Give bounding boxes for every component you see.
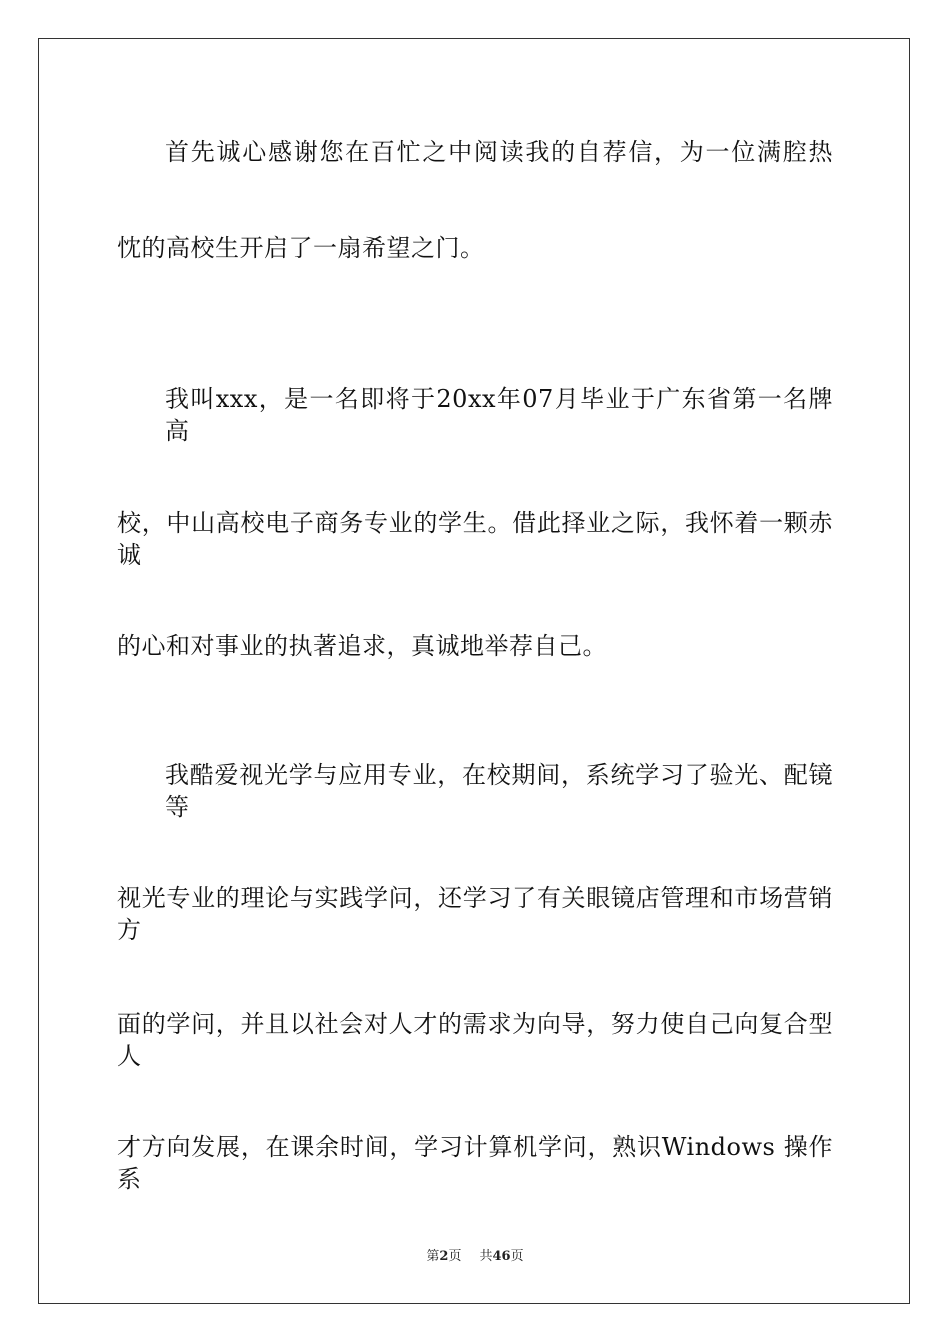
footer-page-prefix: 第 — [426, 1249, 440, 1264]
footer-total-suffix: 页 — [510, 1249, 524, 1264]
paragraph-3-line-1: 我酷爱视光学与应用专业，在校期间，系统学习了验光、配镜等 — [165, 761, 833, 821]
paragraph-3-line-3: 面的学问，并且以社会对人才的需求为向导，努力使自己向复合型人 — [117, 1010, 833, 1070]
paragraph-2-line-2: 校，中山高校电子商务专业的学生。借此择业之际，我怀着一颗赤诚 — [117, 509, 833, 569]
footer-page-number: 2 — [439, 1249, 449, 1264]
paragraph-3-line-4: 才方向发展，在课余时间，学习计算机学问，熟识Windows 操作系 — [117, 1133, 833, 1193]
paragraph-2-line-1: 我叫xxx，是一名即将于20xx年07月毕业于广东省第一名牌高 — [165, 385, 833, 445]
page-border — [38, 38, 910, 1304]
footer-total-pages: 46 — [492, 1249, 511, 1264]
paragraph-2-line-3: 的心和对事业的执著追求，真诚地举荐自己。 — [117, 632, 607, 660]
page-footer — [0, 1248, 950, 1266]
footer-total-prefix: 共 — [479, 1249, 493, 1264]
paragraph-1-line-2: 忱的高校生开启了一扇希望之门。 — [117, 234, 485, 262]
footer-page-suffix: 页 — [448, 1249, 462, 1264]
paragraph-1-line-1: 首先诚心感谢您在百忙之中阅读我的自荐信，为一位满腔热 — [165, 138, 833, 166]
paragraph-3-line-2: 视光专业的理论与实践学问，还学习了有关眼镜店管理和市场营销方 — [117, 884, 833, 944]
